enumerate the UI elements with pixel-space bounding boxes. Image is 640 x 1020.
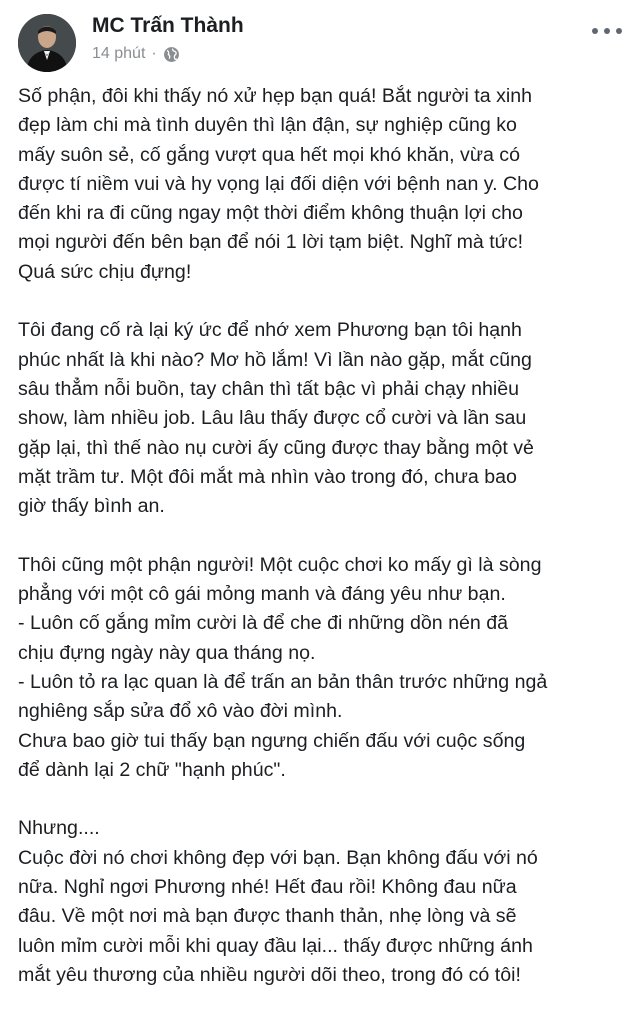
paragraph-1	[18, 82, 630, 287]
text-line: - Luôn cố gắng mỉm cười là để che đi những dồn nén đã	[18, 612, 509, 635]
text-line: mặt trầm tư. Một đôi mắt mà nhìn vào trong đó, chưa bao	[18, 465, 517, 488]
post-body	[18, 82, 630, 1020]
text-line: đẹp làm chi mà tình duyên thì lận đận, sự nghiệp cũng ko	[18, 114, 517, 137]
dot	[592, 28, 598, 34]
text-line: gặp lại, thì thế nào nụ cười ấy cũng được thay bằng một vẻ	[18, 436, 534, 459]
text-line: nghiêng sắp sửa đổ xô vào đời mình.	[18, 700, 343, 723]
post-meta	[92, 45, 180, 63]
text-line: phẳng với một cô gái mỏng manh và đáng yêu như bạn.	[18, 583, 506, 606]
text-line: mấy suôn sẻ, cố gắng vượt qua hết mọi khó khăn, vừa có	[18, 143, 520, 166]
text-line: mắt yêu thương của nhiều người dõi theo, trong đó có tôi!	[18, 963, 521, 986]
paragraph-4	[18, 814, 630, 990]
avatar-image	[18, 14, 76, 72]
text-line: show, làm nhiều job. Lâu lâu thấy được cổ cười và lần sau	[18, 407, 527, 430]
ellipsis-horizontal-icon[interactable]	[592, 24, 622, 38]
text-line: Thôi cũng một phận người! Một cuộc chơi ko mấy gì là sòng	[18, 553, 542, 576]
text-line: Chưa bao giờ tui thấy bạn ngưng chiến đấu với cuộc sống	[18, 729, 526, 752]
text-line: - Luôn tỏ ra lạc quan là để trấn an bản thân trước những ngả	[18, 670, 548, 693]
author-name[interactable]: MC Trấn Thành	[92, 14, 244, 37]
text-line: giờ thấy bình an.	[18, 495, 165, 518]
text-line: sâu thẳm nỗi buồn, tay chân thì tất bậc vì phải chạy nhiều	[18, 377, 520, 400]
text-line: đâu. Về một nơi mà bạn được thanh thản, nhẹ lòng và sẽ	[18, 905, 517, 928]
text-line: chịu đựng ngày này qua tháng nọ.	[18, 641, 316, 664]
text-line: Số phận, đôi khi thấy nó xử hẹp bạn quá! Bắt người ta xinh	[18, 85, 533, 107]
globe-icon[interactable]	[163, 46, 180, 63]
meta-separator: ·	[151, 45, 157, 62]
dot	[604, 28, 610, 34]
text-line: luôn mỉm cười mỗi khi quay đầu lại... thấy được những ánh	[18, 934, 533, 957]
text-line: nữa. Nghỉ ngơi Phương nhé! Hết đau rồi! Không đau nữa	[18, 876, 517, 899]
text-line: Quá sức chịu đựng!	[18, 260, 192, 283]
text-line: Tôi đang cố rà lại ký ức để nhớ xem Phương bạn tôi hạnh	[18, 319, 522, 342]
text-line: đến khi ra đi cũng ngay một thời điểm không thuận lợi cho	[18, 202, 523, 225]
text-line: phúc nhất là khi nào? Mơ hồ lắm! Vì lần nào gặp, mắt cũng	[18, 348, 532, 371]
post-header	[0, 0, 640, 84]
paragraph-3	[18, 551, 630, 785]
dot	[616, 28, 622, 34]
text-line: được tí niềm vui và hy vọng lại đối diện với bệnh nan y. Cho	[18, 172, 539, 195]
text-line: để dành lại 2 chữ "hạnh phúc".	[18, 758, 286, 781]
avatar[interactable]	[18, 14, 76, 72]
text-line: Cuộc đời nó chơi không đẹp với bạn. Bạn không đấu với nó	[18, 846, 538, 869]
paragraph-2	[18, 316, 630, 521]
text-line: Nhưng....	[18, 817, 100, 840]
post-timestamp[interactable]: 14 phút	[92, 45, 146, 62]
text-line: mọi người đến bên bạn để nói 1 lời tạm biệt. Nghĩ mà tức!	[18, 231, 524, 254]
